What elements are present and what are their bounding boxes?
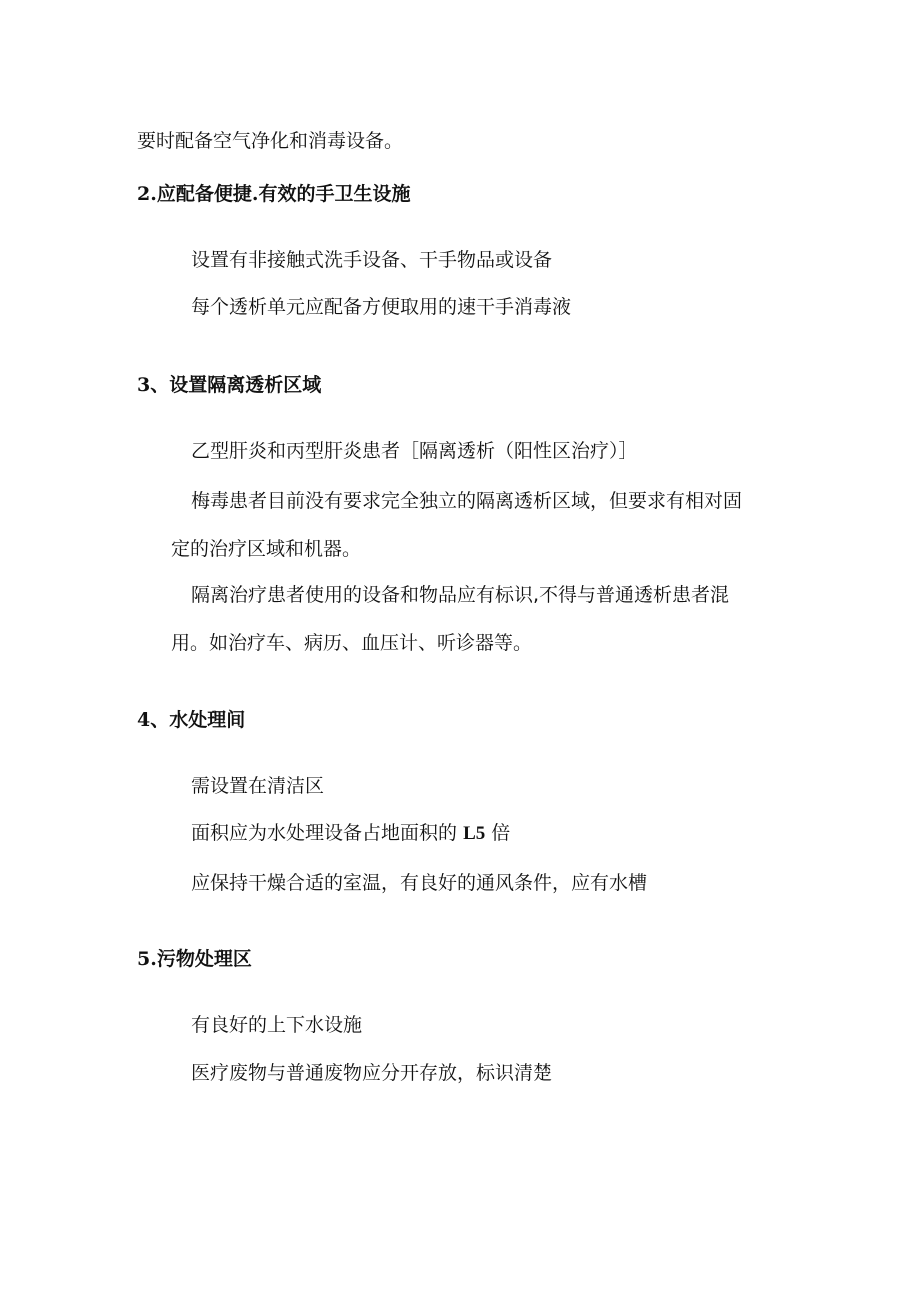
section-4-item-1: 需设置在清洁区 — [191, 775, 325, 797]
section-2-item-2: 每个透析单元应配备方便取用的速干手消毒液 — [191, 296, 572, 318]
section-4-heading: 4、水处理间 — [137, 709, 246, 731]
section-3-item-3-line-1: 隔离治疗患者使用的设备和物品应有标识,不得与普通透析患者混 — [191, 584, 730, 606]
section-3-item-2-line-2: 定的治疗区域和机器。 — [171, 538, 362, 560]
section-2-item-1: 设置有非接触式洗手设备、干手物品或设备 — [191, 249, 553, 271]
section-4-item-2-prefix: 面积应为水处理设备占地面积的 — [191, 822, 458, 844]
section-3-item-3-line-2: 用。如治疗车、病历、血压计、听诊器等。 — [171, 632, 533, 654]
section-5-heading: 5.污物处理区 — [137, 948, 252, 970]
section-4-item-3: 应保持干燥合适的室温，有良好的通风条件，应有水槽 — [191, 872, 648, 894]
section-4-item-2-value: L5 — [463, 823, 486, 844]
section-5-item-1: 有良好的上下水设施 — [191, 1014, 363, 1036]
section-5-item-2: 医疗废物与普通废物应分开存放，标识清楚 — [191, 1062, 553, 1084]
section-4-item-2 — [191, 820, 510, 847]
section-2-heading: 2.应配备便捷.有效的手卫生设施 — [137, 183, 411, 205]
section-4-item-2-suffix: 倍 — [491, 822, 511, 844]
section-3-item-2-line-1: 梅毒患者目前没有要求完全独立的隔离透析区域，但要求有相对固 — [191, 490, 743, 512]
section-3-heading: 3、设置隔离透析区域 — [137, 374, 322, 396]
section-3-item-1: 乙型肝炎和丙型肝炎患者［隔离透析（阳性区治疗）］ — [191, 440, 638, 462]
intro-text: 要时配备空气净化和消毒设备。 — [137, 130, 404, 152]
